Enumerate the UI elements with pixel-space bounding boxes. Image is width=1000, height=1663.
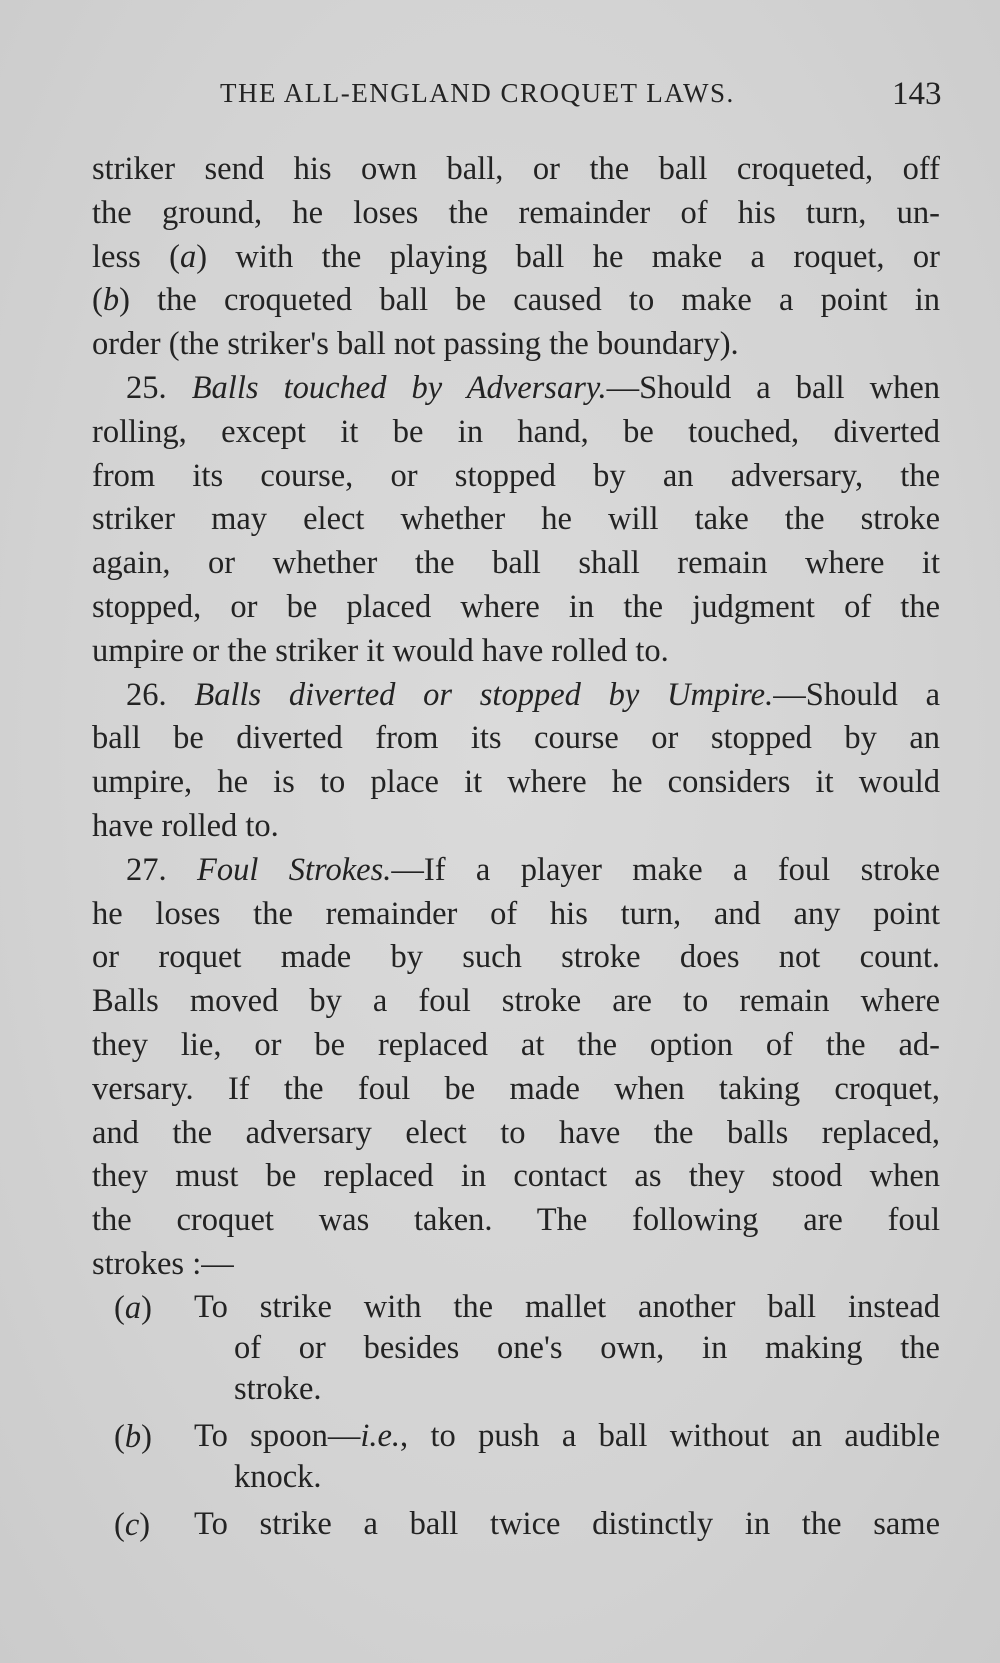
page-number: 143	[892, 76, 942, 112]
text-line: they lie, or be replaced at the option of the ad-	[92, 1026, 940, 1063]
text-line: stopped, or be placed where in the judgment of the	[92, 588, 940, 625]
text-run: less (	[92, 238, 180, 275]
body-text	[92, 148, 940, 1545]
italic-letter: b	[102, 282, 120, 319]
label-paren: )	[141, 1289, 152, 1326]
text-line: or roquet made by such stroke does not count.	[92, 939, 940, 976]
text-run: To spoon—	[194, 1417, 361, 1454]
label-letter: b	[124, 1418, 142, 1455]
rule-27-heading-line	[92, 849, 940, 893]
running-title: THE ALL-ENGLAND CROQUET LAWS.	[220, 78, 735, 108]
text-line: Balls moved by a foul stroke are to remain where	[92, 983, 940, 1020]
text-line: and the adversary elect to have the balls replaced,	[92, 1114, 940, 1151]
item-label	[114, 1504, 150, 1548]
text-line: the ground, he loses the remainder of his turn, un-	[92, 194, 940, 231]
rule-title: Balls diverted or stopped by Umpire.	[194, 676, 774, 713]
text-run: —Should a ball when	[606, 369, 940, 406]
label-letter: a	[124, 1289, 142, 1326]
text-run: , to push a ball without an audible	[400, 1417, 941, 1454]
text-line: To strike with the mallet another ball instead	[194, 1288, 940, 1325]
rule-25-heading-line	[92, 367, 940, 411]
rule-number: 26.	[126, 676, 195, 713]
item-label	[114, 1416, 152, 1460]
text-run: (	[92, 282, 103, 319]
label-paren: (	[114, 1506, 125, 1543]
label-paren: )	[141, 1418, 152, 1455]
foul-stroke-item-c	[114, 1504, 940, 1545]
label-paren: )	[139, 1506, 151, 1543]
italic-abbreviation: i.e.	[360, 1417, 401, 1454]
label-paren: (	[114, 1289, 125, 1326]
text-line	[92, 236, 940, 280]
italic-letter: a	[179, 238, 197, 275]
text-line: versary. If the foul be made when taking croquet,	[92, 1070, 940, 1107]
text-line: To strike a ball twice distinctly in the same	[194, 1505, 940, 1542]
running-head	[0, 78, 1000, 118]
text-line: knock.	[234, 1458, 322, 1495]
text-run: ) with the playing ball he make a roquet, or	[196, 238, 940, 275]
text-line: he loses the remainder of his turn, and any point	[92, 895, 940, 932]
text-line	[92, 279, 940, 323]
text-line: they must be replaced in contact as they stood when	[92, 1158, 940, 1195]
item-label	[114, 1287, 152, 1331]
text-line: from its course, or stopped by an adversary, the	[92, 457, 940, 494]
label-paren: (	[114, 1418, 125, 1455]
text-run: —Should a	[773, 676, 941, 713]
text-line: the croquet was taken. The following are foul	[92, 1202, 940, 1239]
text-line: stroke.	[234, 1370, 322, 1407]
rule-title: Balls touched by Adversary.	[191, 369, 607, 406]
text-line: order (the striker's ball not passing the boundary).	[92, 326, 739, 363]
label-letter: c	[124, 1506, 140, 1543]
text-run: —If a player make a foul stroke	[391, 851, 941, 888]
text-line: umpire or the striker it would have rolled to.	[92, 632, 669, 669]
rule-title: Foul Strokes.	[197, 851, 392, 888]
rule-number: 27.	[126, 851, 198, 888]
foul-stroke-item-b	[114, 1416, 940, 1498]
text-line: rolling, except it be in hand, be touched, diverted	[92, 413, 940, 450]
rule-26-heading-line	[92, 674, 940, 718]
text-line: striker may elect whether he will take the stroke	[92, 501, 940, 538]
text-line: striker send his own ball, or the ball croqueted, off	[92, 151, 940, 187]
text-line: of or besides one's own, in making the	[234, 1329, 940, 1366]
text-line: umpire, he is to place it where he considers it would	[92, 764, 940, 801]
text-line: have rolled to.	[92, 807, 279, 844]
foul-stroke-item-a	[114, 1287, 940, 1410]
text-line: ball be diverted from its course or stopped by an	[92, 720, 940, 757]
text-run: ) the croqueted ball be caused to make a point in	[119, 282, 940, 319]
text-line: again, or whether the ball shall remain where it	[92, 545, 940, 582]
text-line	[194, 1416, 940, 1457]
text-line: strokes :—	[92, 1245, 234, 1282]
rule-number: 25.	[126, 369, 192, 406]
